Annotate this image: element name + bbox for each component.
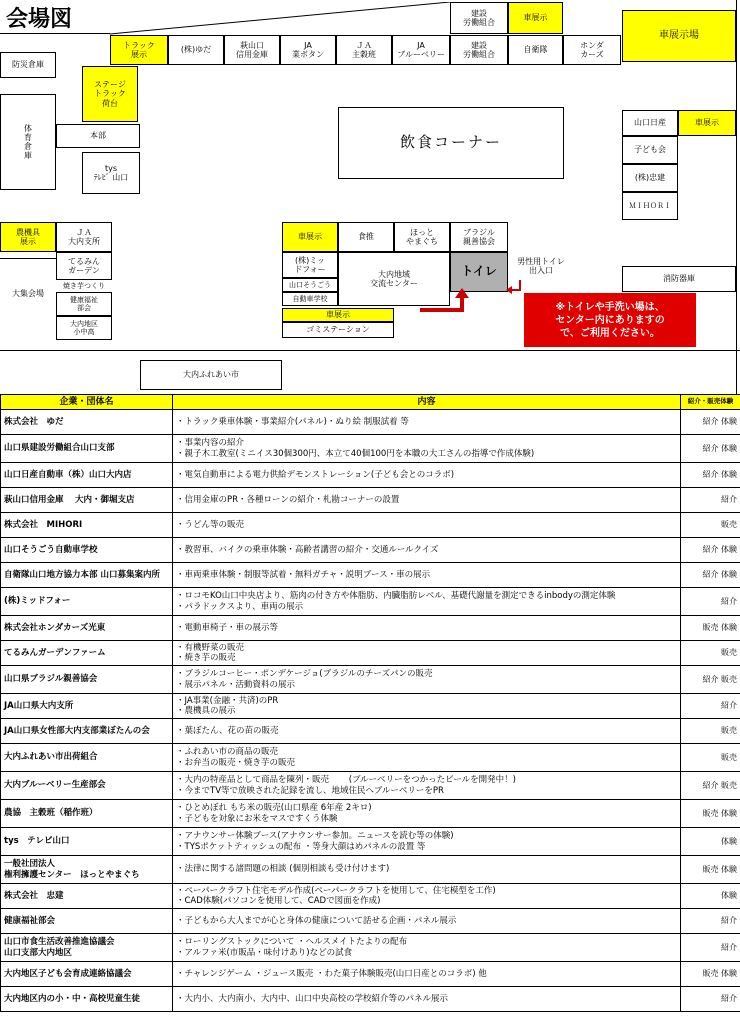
cell-detail: ・大内の特産品として商品を陳列・販売 (ブルーベリーをつかったビールを開発中！) ・今までTV等で放映された記録を流し、地域住民へブルーベリーをPR (173, 772, 681, 800)
gym-storage: 体 育 倉 庫 (0, 94, 56, 190)
boundary-line (110, 2, 450, 36)
table-row (1, 463, 740, 488)
cell-detail: ・電気自動車による電力供給デモンストレーション(子ども会とのコラボ) (173, 463, 681, 488)
cell-type: 紹介 体験 (681, 538, 740, 563)
cell-type: 紹介 販売 (681, 666, 740, 694)
hall-divider (0, 258, 56, 259)
toilet-arrow-icon (420, 288, 480, 314)
booth-yamaguchi-nissan: 山口日産 (622, 110, 678, 136)
cell-detail: ・子どもから大人までが心と身体の健康について話せる企画・パネル展示 (173, 909, 681, 934)
table-row (1, 563, 740, 588)
map-right-line (736, 0, 737, 394)
cell-type: 体験 (681, 828, 740, 856)
booth-kodomokai: 子ども会 (622, 136, 678, 164)
table-row (1, 772, 740, 800)
cell-detail: ・事業内容の紹介 ・親子木工教室(ミニイス30個300円、本立て40個100円を本職の大工さんの指導で作成体験) (173, 435, 681, 463)
cell-org: 山口日産自動車（株）山口大内店 (1, 463, 173, 488)
cell-type: 紹介 体験 (681, 435, 740, 463)
large-hall: 大集会場 (12, 289, 44, 299)
booth-car-exhibit-right: 車展示 (678, 110, 736, 136)
booth-chuken: (株)忠建 (622, 164, 678, 192)
headquarters: 本部 (56, 124, 140, 148)
cell-detail: ・チャレンジゲーム ・ジュース販売 ・わた菓子体験販売(山口日産とのコラボ) 他 (173, 962, 681, 987)
cell-detail: ・ペーパークラフト住宅モデル作成(ペーパークラフトを使用して、住宅模型を工作) ・CAD体験(パソコンを使用して、CADで図面を作成) (173, 884, 681, 909)
cell-org: 自衛隊山口地方協力本部 山口募集案内所 (1, 563, 173, 588)
cell-detail: ・アナウンサー体験ブース(アナウンサー参加。ニュースを読む等の体験) ・TYSポケットティッシュの配布 ・等身大顔はめパネルの設置 等 (173, 828, 681, 856)
cell-type: 紹介 (681, 488, 740, 513)
food-corner: 飲食コーナー (338, 107, 564, 179)
map-bottom-line (0, 350, 740, 351)
fire-equipment-storage: 消防器庫 (622, 266, 736, 292)
cell-type: 販売 (681, 513, 740, 538)
cell-type: 販売 体験 (681, 800, 740, 828)
booth-truck-exhibit: トラック 展示 (110, 35, 168, 65)
cell-type: 体験 (681, 884, 740, 909)
table-row (1, 588, 740, 616)
booth-kenkou-fukushi: 健康福祉 部会 (56, 292, 112, 316)
table-row (1, 934, 740, 962)
table-row (1, 909, 740, 934)
cell-org: 大内ふれあい市出荷組合 (1, 744, 173, 772)
table-row (1, 744, 740, 772)
table-row (1, 435, 740, 463)
cell-org: (株)ミッドフォー (1, 588, 173, 616)
cell-org: 健康福祉部会 (1, 909, 173, 934)
cell-org: 山口市食生活改善推進協議会 山口支部大内地区 (1, 934, 173, 962)
exhibitor-table (0, 394, 740, 1012)
table-row (1, 987, 740, 1012)
cell-detail: ・教習車、バイクの乗車体験・高齢者講習の紹介・交通ルールクイズ (173, 538, 681, 563)
cell-detail: ・有機野菜の販売 ・焼き芋の販売 (173, 641, 681, 666)
table-row (1, 538, 740, 563)
booth-ja-ouchi: ＪＡ 大内支所 (56, 222, 112, 252)
table-row (1, 719, 740, 744)
cell-type: 紹介 体験 (681, 410, 740, 435)
cell-type: 紹介 (681, 588, 740, 616)
cell-detail: ・ロコモKO山口中央店より、筋肉の付き方や体脂肪、内臓脂肪レベル、基礎代謝量を測定できるinbodyの測定体験 ・パラドックスより、車両の展示 (173, 588, 681, 616)
booth-school-children: 大内地区 小中高 (56, 316, 112, 340)
cell-org: JA山口県女性部大内支部業ぼたんの会 (1, 719, 173, 744)
cell-detail: ・トラック乗車体験・事業紹介(パネル)・ぬり絵 制服試着 等 (173, 410, 681, 435)
cell-detail: ・ブラジルコーヒー・ポンデケージョ(ブラジルのチーズパンの販売 ・展示パネル・活動資料の展示 (173, 666, 681, 694)
cell-org: tys テレビ山口 (1, 828, 173, 856)
toilet: トイレ (450, 252, 508, 292)
booth-jieitai: 自衛隊 (508, 35, 563, 65)
cell-org: 株式会社 MIHORI (1, 513, 173, 538)
yakiimo-label: 焼き芋つくり (63, 281, 105, 290)
booth-ja-shukoku: ＪＡ 主穀班 (336, 35, 392, 65)
booth-brazil: ブラジル 親善協会 (450, 222, 508, 252)
table-row (1, 410, 740, 435)
bousai-warehouse: 防災倉庫 (0, 52, 56, 78)
booth-hagiyamaguchi-shinkin: 萩山口 信用金庫 (224, 35, 280, 65)
stage-truck: ステージ トラック 荷台 (82, 66, 138, 122)
booth-farm-machine: 農機具 展示 (0, 222, 56, 252)
garbage-station: ゴミステーション (282, 322, 394, 338)
cell-org: 山口県ブラジル親善協会 (1, 666, 173, 694)
table-row (1, 800, 740, 828)
cell-type: 紹介 体験 (681, 463, 740, 488)
booth-mihori: ＭＩＨＯＲＩ (622, 192, 678, 220)
booth-terumin-garden: てるみん ガーデン (56, 252, 112, 280)
cell-org: 株式会社ホンダカーズ光東 (1, 616, 173, 641)
cell-detail: ・JA事業(金融・共済)のPR ・農機具の展示 (173, 694, 681, 719)
cell-type: 紹介 体験 (681, 563, 740, 588)
booth-driving-school: 自動車学校 (282, 292, 338, 306)
cell-detail: ・ローリングストックについて ・ヘルスメイトたよりの配布 ・アルファ米(市販品・味付けあり)などの試食 (173, 934, 681, 962)
title-underline (0, 33, 110, 34)
booth-tys: tys ﾃﾚﾋﾞ 山口 (82, 152, 140, 194)
map-title: 会場図 (6, 7, 73, 32)
cell-detail: ・信用金庫のPR・各種ローンの紹介・札勘コーナーの設置 (173, 488, 681, 513)
cell-org: 株式会社 忠建 (1, 884, 173, 909)
table-row (1, 488, 740, 513)
cell-org: 株式会社 ゆだ (1, 410, 173, 435)
cell-org: 萩山口信用金庫 大内・御堀支店 (1, 488, 173, 513)
cell-type: 販売 (681, 641, 740, 666)
cell-org: 大内地区内の小・中・高校児童生徒 (1, 987, 173, 1012)
cell-type: 紹介 (681, 694, 740, 719)
cell-type: 紹介 (681, 987, 740, 1012)
cell-detail: ・大内小、大内南小、大内中、山口中央高校の学校紹介等のパネル展示 (173, 987, 681, 1012)
cell-org: 農協 主穀班（稲作班） (1, 800, 173, 828)
booth-ja-botan: JA 業ボタン (280, 35, 336, 65)
table-row (1, 856, 740, 884)
ouchi-community-center: 大内地域 交流センター (338, 252, 450, 306)
booth-car-exhibit-mid: 車展示 (282, 222, 338, 252)
booth-kensetsu-upper: 建設 労働組合 (450, 2, 508, 34)
cell-type: 紹介 (681, 934, 740, 962)
cell-type: 販売 体験 (681, 856, 740, 884)
booth-ja-blueberry: JA ブルーベリー (392, 35, 450, 65)
header-organization: 企業・団体名 (1, 395, 173, 410)
cell-org: 大内ブルーベリー生産部会 (1, 772, 173, 800)
table-row (1, 513, 740, 538)
booth-hotto-yamaguchi: ほっと やまぐち (394, 222, 450, 252)
car-exhibit-area: 車展示場 (622, 10, 736, 62)
booth-car-exhibit-top: 車展示 (508, 2, 563, 34)
cell-detail: ・葉ぼたん、花の苗の販売 (173, 719, 681, 744)
ouchi-fureai-market: 大内ふれあい市 (140, 360, 282, 390)
booth-shokusui: 食推 (338, 222, 394, 252)
cell-detail: ・ふれあい市の商品の販売 ・お弁当の販売・焼き芋の販売 (173, 744, 681, 772)
table-row (1, 641, 740, 666)
cell-type: 紹介 (681, 909, 740, 934)
cell-org: 山口県建設労働組合山口支部 (1, 435, 173, 463)
cell-org: 大内地区子ども会育成連絡協議会 (1, 962, 173, 987)
cell-type: 紹介 販売 (681, 772, 740, 800)
cell-detail: ・うどん等の販売 (173, 513, 681, 538)
table-row (1, 884, 740, 909)
table-row (1, 616, 740, 641)
cell-type: 販売 体験 (681, 962, 740, 987)
cell-type: 販売 (681, 744, 740, 772)
cell-org: てるみんガーデンファーム (1, 641, 173, 666)
cell-org: 一般社団法人 権利擁護センター ほっとやまぐち (1, 856, 173, 884)
cell-type: 販売 体験 (681, 616, 740, 641)
mens-toilet-entrance: 男性用トイレ 出入口 (517, 256, 565, 275)
header-content: 内容 (173, 395, 681, 410)
cell-detail: ・車両乗車体験・制服等試着・無料ガチャ・説明ブース・車の展示 (173, 563, 681, 588)
table-row (1, 962, 740, 987)
booth-yuda: (株)ゆだ (168, 35, 224, 65)
toilet-notice: ※トイレや手洗い場は、 センター内にありますの で、ご利用ください。 (524, 293, 696, 347)
table-body (1, 410, 740, 1012)
header-type: 紹介・販売体験 (681, 395, 740, 410)
table-row (1, 666, 740, 694)
cell-org: 山口そうごう自動車学校 (1, 538, 173, 563)
table-header-row (1, 395, 740, 410)
table-row (1, 828, 740, 856)
booth-kensetsu-roudou: 建設 労働組合 (450, 35, 508, 65)
table-row (1, 694, 740, 719)
booth-midfor: (株)ミッ ドフォー (282, 252, 338, 278)
cell-detail: ・法律に関する諸問題の相談 (個別相談も受け付けます) (173, 856, 681, 884)
cell-type: 販売 (681, 719, 740, 744)
cell-org: JA山口県大内支所 (1, 694, 173, 719)
cell-detail: ・電動車椅子・車の展示等 (173, 616, 681, 641)
booth-honda-cars: ホンダ カーズ (563, 35, 621, 65)
booth-car-exhibit-bottom: 車展示 (282, 308, 394, 322)
cell-detail: ・ひとめぼれ もち米の販売(山口県産 6年産 2キロ) ・子どもを対象にお米をマスですくう体験 (173, 800, 681, 828)
booth-sougou: 山口そうごう (282, 278, 338, 292)
